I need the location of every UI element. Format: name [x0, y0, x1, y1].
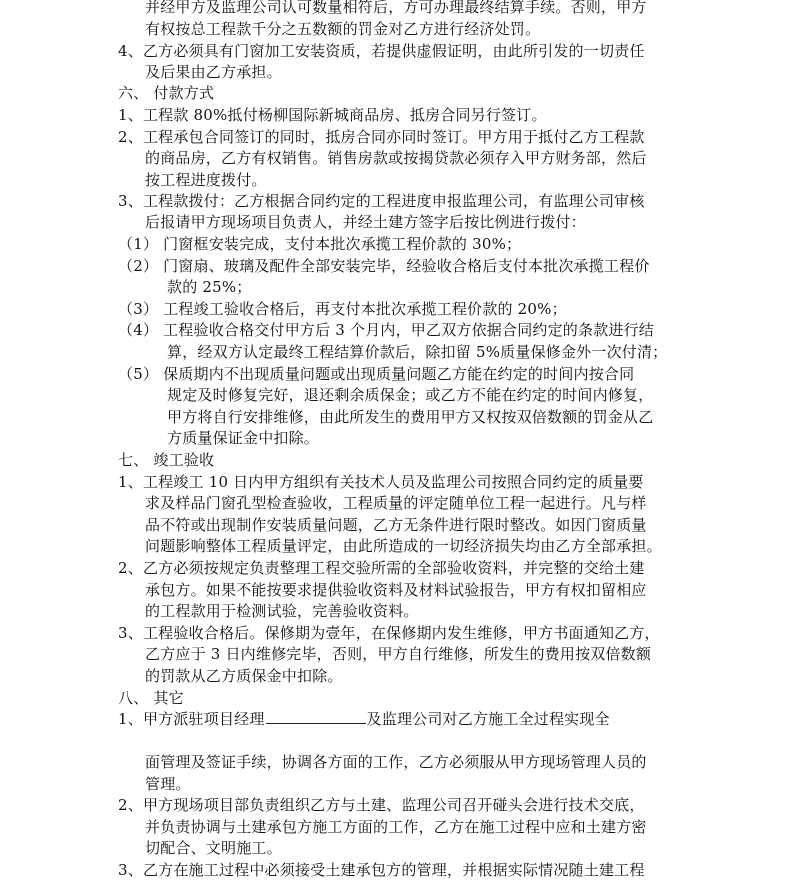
text-line: 1、工程竣工 10 日内甲方组织有关技术人员及监理公司按照合同约定的质量要	[118, 473, 644, 491]
text-line: 规定及时修复完好，退还剩余质保金；或乙方不能在约定的时间内修复，	[167, 386, 654, 404]
text-line: 3、工程验收合格后。保修期为壹年，在保修期内发生维修，甲方书面通知乙方，	[118, 624, 660, 642]
text-line: 承包方。如果不能按要求提供验收资料及材料试验报告，甲方有权扣留相应	[145, 581, 647, 599]
text-line: 有权按总工程款千分之五数额的罚金对乙方进行经济处罚。	[145, 20, 541, 38]
text-line: 并负责协调与土建承包方施工方面的工作，乙方在施工过程中应和土建方密	[145, 818, 647, 836]
text-line: （1） 门窗框安装完成，支付本批次承揽工程价款的 30%；	[118, 235, 522, 253]
text-line: 3、工程款拨付：乙方根据合同约定的工程进度申报监理公司，有监理公司审核	[118, 192, 645, 210]
text-line: 并经甲方及监理公司认可数量相符后，方可办理最终结算手续。否则，甲方	[145, 0, 647, 16]
section-heading: 六、 付款方式	[118, 84, 215, 102]
text-line: 切配合、文明施工。	[145, 839, 282, 857]
text-line: 1、工程款 80%抵付杨柳国际新城商品房、抵房合同另行签订。	[118, 106, 547, 124]
text-line: 2、乙方必须按规定负责整理工程交验所需的全部验收资料，并完整的交给土建	[118, 559, 645, 577]
text-line	[118, 709, 610, 729]
text-line: 算，经双方认定最终工程结算价款后，除扣留 5%质量保修金外一次付清；	[167, 343, 668, 361]
text-line: 问题影响整体工程质量评定，由此所造成的一切经济损失均由乙方全部承担。	[145, 537, 662, 555]
text-line: 及后果由乙方承担。	[145, 63, 282, 81]
text-line: （3） 工程竣工验收合格后，再支付本批次承揽工程价款的 20%；	[118, 300, 567, 318]
text-line: 管理。	[145, 775, 191, 793]
text-line: 按工程进度拨付。	[145, 171, 267, 189]
text-line: 品不符或出现制作安装质量问题，乙方无条件进行限时整改。如因门窗质量	[145, 516, 647, 534]
text-fragment: 及监理公司对乙方施工全过程实现全	[366, 710, 610, 728]
text-line: 的罚款从乙方质保金中扣除。	[145, 667, 343, 685]
text-line: 款的 25%；	[167, 278, 252, 296]
text-line: 甲方将自行安排维修，由此所发生的费用甲方又权按双倍数额的罚金从乙	[167, 408, 654, 426]
text-line: （5） 保质期内不出现质量问题或出现质量问题乙方能在约定的时间内按合同	[118, 365, 635, 383]
section-heading: 七、 竣工验收	[118, 451, 215, 469]
text-line: 面管理及签证手续，协调各方面的工作，乙方必须服从甲方现场管理人员的	[145, 753, 647, 771]
text-line: 后报请甲方现场项目负责人，并经土建方签字后按比例进行拨付：	[145, 213, 586, 231]
text-line: （4） 工程验收合格交付甲方后 3 个月内，甲乙双方依据合同约定的条款进行结	[118, 321, 654, 339]
text-line: （2） 门窗扇、玻璃及配件全部安装完毕，经验收合格后支付本批次承揽工程价	[118, 257, 650, 275]
text-line: 的商品房，乙方有权销售。销售房款或按揭贷款必须存入甲方财务部，然后	[145, 149, 647, 167]
section-heading: 八、 其它	[118, 689, 184, 707]
blank-underline	[266, 709, 366, 724]
text-line: 3、乙方在施工过程中必须接受土建承包方的管理，并根据实际情况随土建工程	[118, 861, 645, 879]
text-line: 乙方应于 3 日内维修完毕，否则，甲方自行维修，所发生的费用按双倍数额	[145, 645, 652, 663]
text-line: 4、乙方必须具有门窗加工安装资质，若提供虚假证明，由此所引发的一切责任	[118, 42, 645, 60]
text-line: 求及样品门窗孔型检查验收，工程质量的评定随单位工程一起进行。凡与样	[145, 494, 647, 512]
text-line: 2、甲方现场项目部负责组织乙方与土建、监理公司召开碰头会进行技术交底，	[118, 796, 645, 814]
text-fragment: 1、甲方派驻项目经理	[118, 710, 265, 728]
text-line: 方质量保证金中扣除。	[167, 429, 320, 447]
text-line: 的工程款用于检测试验，完善验收资料。	[145, 602, 419, 620]
text-line: 2、工程承包合同签订的同时，抵房合同亦同时签订。甲方用于抵付乙方工程款	[118, 128, 645, 146]
